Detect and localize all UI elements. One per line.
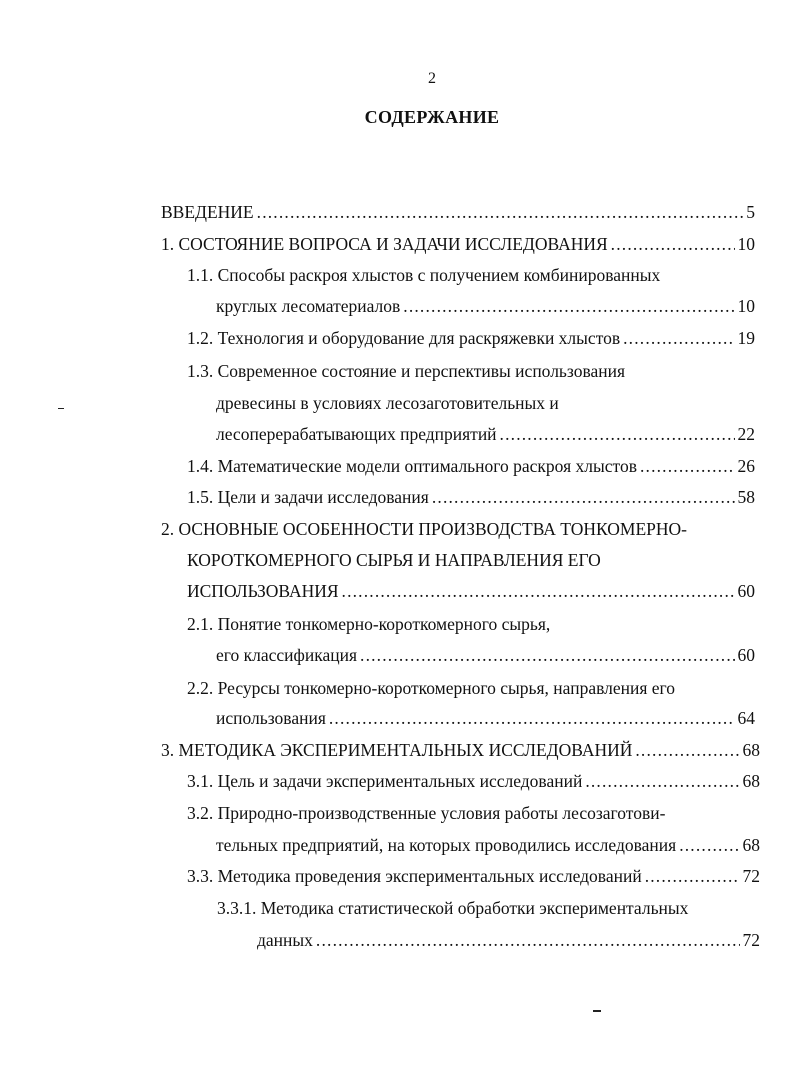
scan-speck: [58, 408, 64, 409]
dot-leader: [635, 740, 739, 760]
toc-entry-1-5[interactable]: [187, 487, 755, 507]
dot-leader: [611, 234, 735, 254]
toc-entry-intro[interactable]: [161, 202, 755, 222]
toc-entry-chapter-2[interactable]: [187, 581, 755, 601]
toc-page-number: 68: [742, 740, 760, 760]
toc-entry-2-1-line1[interactable]: 2.1. Понятие тонкомерно-короткомерного сырья,: [187, 614, 551, 634]
toc-entry-3-2-line1[interactable]: 3.2. Природно-производственные условия работы лесозаготови-: [187, 803, 666, 823]
toc-entry-text: данных: [257, 930, 313, 950]
toc-page-number: 22: [737, 424, 755, 444]
dot-leader: [403, 296, 734, 316]
dot-leader: [316, 930, 740, 950]
dot-leader: [342, 581, 735, 601]
dot-leader: [432, 487, 735, 507]
dot-leader: [640, 456, 735, 476]
toc-entry-text: круглых лесоматериалов: [216, 296, 401, 316]
dot-leader: [257, 202, 744, 222]
dot-leader: [360, 645, 734, 665]
dot-leader: [500, 424, 735, 444]
toc-entry-1-3[interactable]: [216, 424, 755, 444]
toc-page-number: 19: [737, 328, 755, 348]
toc-entry-3-3-1[interactable]: [257, 930, 760, 950]
toc-entry-2-2[interactable]: [216, 708, 755, 728]
toc-page-number: 10: [737, 234, 755, 254]
page-number: 2: [428, 70, 436, 87]
toc-entry-text: 1. СОСТОЯНИЕ ВОПРОСА И ЗАДАЧИ ИССЛЕДОВАНИЯ: [161, 234, 608, 254]
dot-leader: [623, 328, 734, 348]
toc-entry-2-2-line1[interactable]: 2.2. Ресурсы тонкомерно-короткомерного сырья, направления его: [187, 678, 676, 698]
toc-page-number: 26: [737, 456, 755, 476]
toc-entry-3-3[interactable]: [187, 866, 760, 886]
toc-entry-chapter-2-line1[interactable]: 2. ОСНОВНЫЕ ОСОБЕННОСТИ ПРОИЗВОДСТВА ТОНКОМЕРНО-: [161, 519, 687, 539]
dot-leader: [679, 835, 739, 855]
toc-page-number: 10: [737, 296, 755, 316]
toc-entry-3-2[interactable]: [216, 835, 760, 855]
toc-page-number: 64: [737, 708, 755, 728]
toc-entry-1-3-line2[interactable]: древесины в условиях лесозаготовительных и: [216, 393, 559, 413]
toc-entry-1-3-line1[interactable]: 1.3. Современное состояние и перспективы использования: [187, 361, 626, 381]
toc-entry-text: 1.4. Математические модели оптимального раскроя хлыстов: [187, 456, 637, 476]
scan-speck: [593, 1010, 601, 1012]
toc-page-number: 72: [742, 930, 760, 950]
toc-page-number: 58: [737, 487, 755, 507]
toc-entry-chapter-2-line2[interactable]: КОРОТКОМЕРНОГО СЫРЬЯ И НАПРАВЛЕНИЯ ЕГО: [187, 550, 601, 570]
toc-entry-text: использования: [216, 708, 326, 728]
toc-entry-3-3-1-line1[interactable]: 3.3.1. Методика статистической обработки экспериментальных: [217, 898, 689, 918]
toc-page-number: 5: [746, 202, 755, 222]
toc-entry-1-2[interactable]: [187, 328, 755, 348]
toc-entry-text: 3.3. Методика проведения экспериментальных исследований: [187, 866, 642, 886]
toc-entry-text: лесоперерабатывающих предприятий: [216, 424, 497, 444]
toc-page-number: 72: [742, 866, 760, 886]
toc-entry-text: тельных предприятий, на которых проводились исследования: [216, 835, 677, 855]
toc-entry-text: 3.1. Цель и задачи экспериментальных исследований: [187, 771, 583, 791]
toc-entry-1-1-line1[interactable]: 1.1. Способы раскроя хлыстов с получением комбинированных: [187, 265, 661, 285]
toc-page-number: 60: [737, 645, 755, 665]
toc-entry-text: ВВЕДЕНИЕ: [161, 202, 254, 222]
dot-leader: [645, 866, 740, 886]
page-title: СОДЕРЖАНИЕ: [364, 107, 500, 127]
toc-page-number: 68: [742, 835, 760, 855]
toc-entry-3-1[interactable]: [187, 771, 760, 791]
toc-page-number: 68: [742, 771, 760, 791]
toc-entry-1-1[interactable]: [216, 296, 755, 316]
toc-entry-1-4[interactable]: [187, 456, 755, 476]
toc-entry-chapter-3[interactable]: [161, 740, 760, 760]
dot-leader: [329, 708, 735, 728]
toc-page-number: 60: [737, 581, 755, 601]
toc-entry-text: 3. МЕТОДИКА ЭКСПЕРИМЕНТАЛЬНЫХ ИССЛЕДОВАНИЙ: [161, 740, 633, 760]
toc-entry-chapter-1[interactable]: [161, 234, 755, 254]
toc-entry-text: ИСПОЛЬЗОВАНИЯ: [187, 581, 339, 601]
toc-entry-text: его классификация: [216, 645, 358, 665]
toc-entry-text: 1.5. Цели и задачи исследования: [187, 487, 429, 507]
dot-leader: [585, 771, 739, 791]
toc-entry-text: 1.2. Технология и оборудование для раскряжевки хлыстов: [187, 328, 621, 348]
toc-entry-2-1[interactable]: [216, 645, 755, 665]
